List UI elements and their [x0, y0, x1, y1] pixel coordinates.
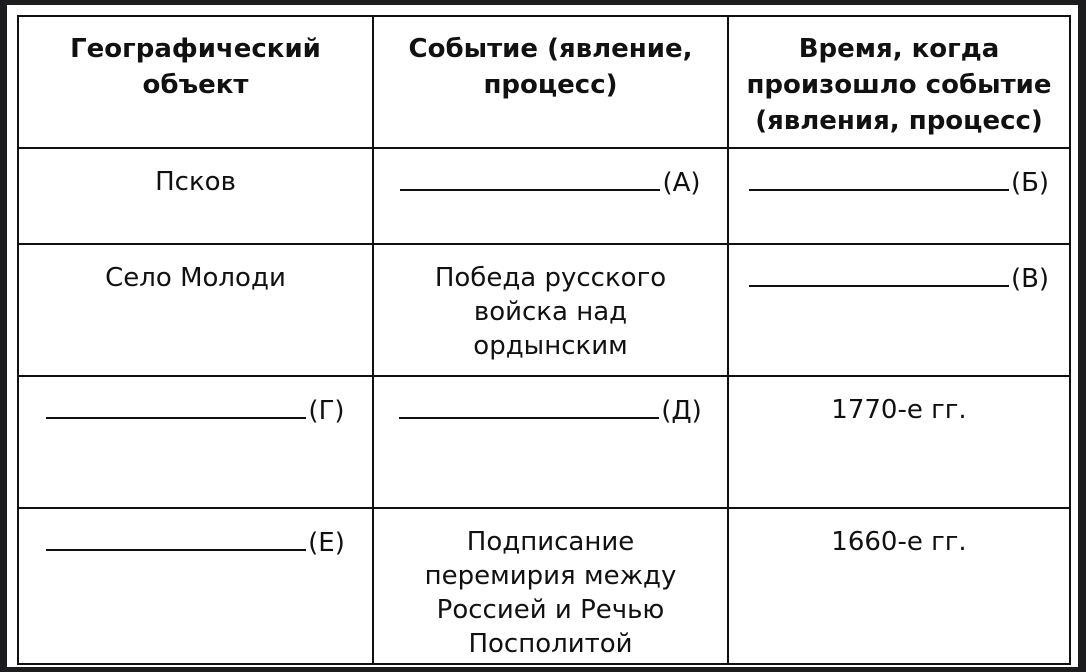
cell-time [728, 244, 1070, 376]
table-row [18, 244, 1070, 376]
answer-blank[interactable]: (Д) [399, 393, 702, 428]
header-event: Событие (явление, процесс) [373, 16, 728, 148]
answer-blank[interactable]: (В) [749, 261, 1049, 296]
cell-object [18, 508, 373, 664]
answer-blank[interactable]: (Б) [749, 165, 1049, 200]
table-header-row [18, 16, 1070, 148]
table-row [18, 148, 1070, 244]
table-row [18, 376, 1070, 508]
cell-object: Псков [18, 148, 373, 244]
header-geographic-object: Географический объект [18, 16, 373, 148]
header-time: Время, когда произошло событие (явления, процесс) [728, 16, 1070, 148]
cell-object [18, 376, 373, 508]
cell-event [373, 148, 728, 244]
cell-event [373, 376, 728, 508]
history-table [17, 15, 1071, 665]
answer-blank[interactable]: (А) [400, 165, 700, 200]
cell-time [728, 148, 1070, 244]
cell-event: Подписание перемирия между Россией и Речью Посполитой [373, 508, 728, 664]
cell-event: Победа русского войска над ордынским [373, 244, 728, 376]
table-row [18, 508, 1070, 664]
answer-blank[interactable]: (Е) [46, 525, 345, 560]
answer-blank[interactable]: (Г) [46, 393, 344, 428]
cell-object: Село Молоди [18, 244, 373, 376]
document-page [7, 5, 1078, 667]
cell-time: 1660-е гг. [728, 508, 1070, 664]
cell-time: 1770-е гг. [728, 376, 1070, 508]
